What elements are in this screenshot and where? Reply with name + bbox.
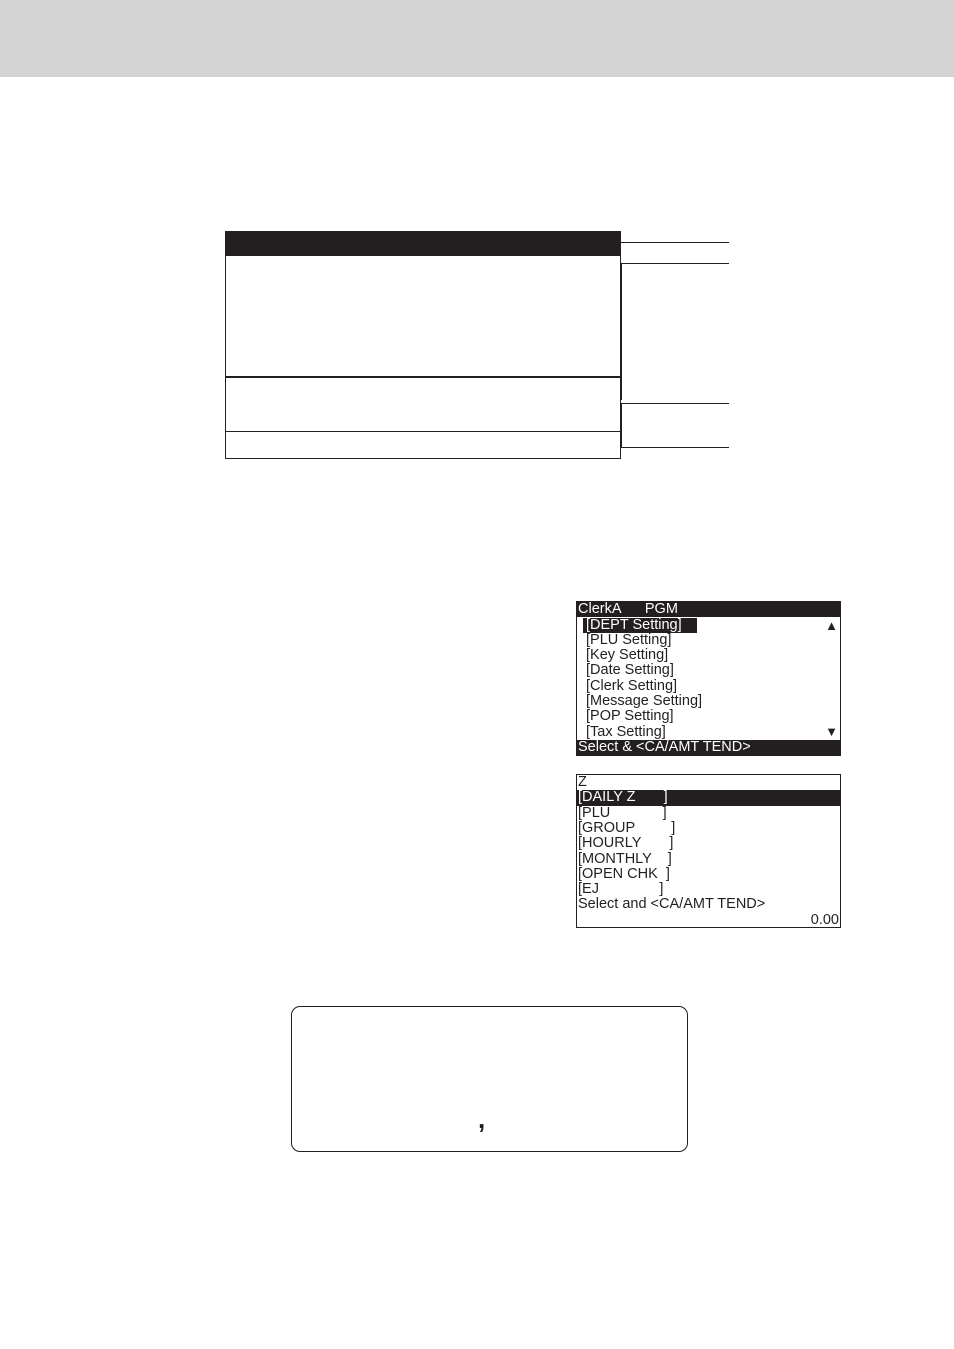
diagram-divider-bottom xyxy=(226,431,620,432)
z-item-ej[interactable]: [EJ ] xyxy=(578,881,664,898)
leader-line-secondary xyxy=(621,403,729,404)
menu-header: ClerkA PGM xyxy=(577,602,840,617)
z-item-monthly[interactable]: [MONTHLY ] xyxy=(578,850,672,867)
scroll-down-icon[interactable]: ▼ xyxy=(825,724,838,739)
z-prompt: Select and <CA/AMT TEND> xyxy=(578,896,766,913)
menu-item-dept-setting[interactable]: [DEPT Setting] xyxy=(583,618,697,633)
bracket-secondary xyxy=(621,403,622,447)
leader-line-title xyxy=(621,242,729,243)
diagram-title-bar xyxy=(226,232,620,256)
program-menu-screen xyxy=(576,601,841,756)
scroll-up-icon[interactable]: ▲ xyxy=(825,618,838,633)
z-item-open-chk[interactable]: [OPEN CHK ] xyxy=(578,865,670,882)
menu-item-plu-setting[interactable]: [PLU Setting] xyxy=(586,631,672,648)
menu-item-date-setting[interactable]: [Date Setting] xyxy=(586,662,674,679)
z-header: Z xyxy=(578,774,587,790)
header-band xyxy=(0,0,954,77)
leader-line-main-top xyxy=(621,263,729,264)
menu-item-message-setting[interactable]: [Message Setting] xyxy=(586,693,703,709)
z-item-hourly[interactable]: [HOURLY ] xyxy=(578,835,674,852)
bracket-main xyxy=(621,263,622,400)
z-amount: 0.00 xyxy=(810,911,839,928)
menu-item-clerk-setting[interactable]: [Clerk Setting] xyxy=(586,677,678,694)
menu-item-tax-setting[interactable]: [Tax Setting] xyxy=(586,723,666,740)
note-box xyxy=(291,1006,688,1152)
z-item-group[interactable]: [GROUP ] xyxy=(578,819,676,836)
menu-footer: Select & <CA/AMT TEND> xyxy=(577,740,840,755)
z-report-screen xyxy=(576,774,841,928)
diagram-divider-main xyxy=(226,376,620,378)
display-layout-diagram xyxy=(225,231,621,459)
leader-line-bottom xyxy=(621,447,729,448)
menu-item-key-setting[interactable]: [Key Setting] xyxy=(586,647,669,664)
menu-item-pop-setting[interactable]: [POP Setting] xyxy=(586,708,674,725)
z-item-plu[interactable]: [PLU ] xyxy=(578,804,667,821)
z-item-daily-z[interactable]: [DAILY Z ] xyxy=(577,790,840,805)
note-comma: , xyxy=(478,1104,486,1134)
